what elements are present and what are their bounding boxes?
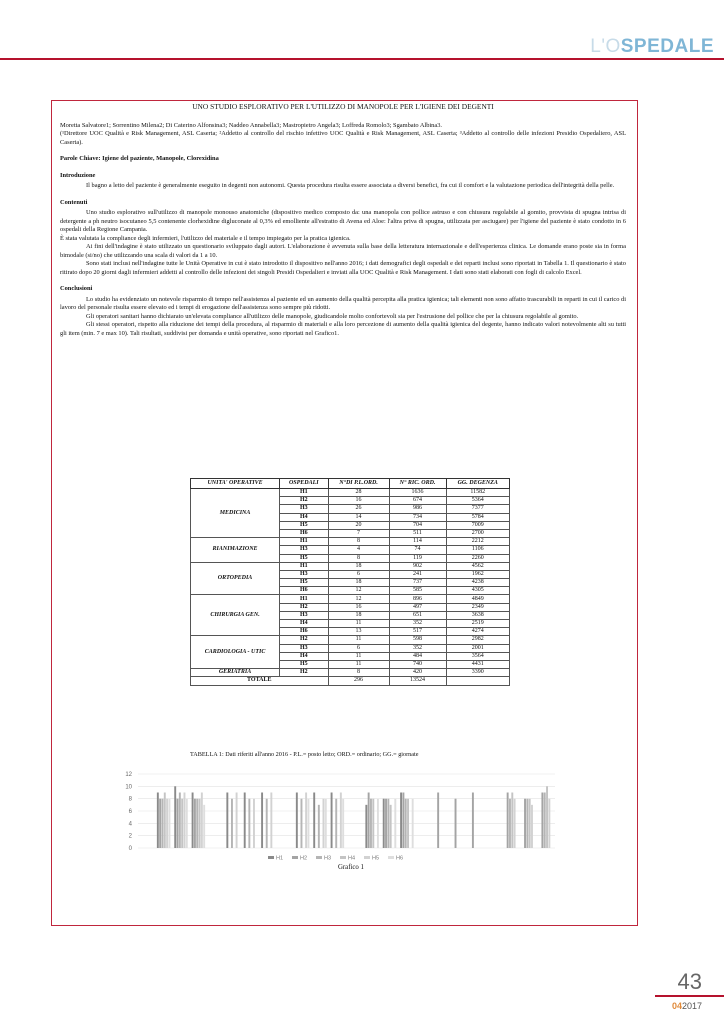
value-cell: 902 — [389, 562, 446, 570]
bar — [370, 799, 372, 848]
unit-cell: CARDIOLOGIA - UTIC — [191, 636, 280, 669]
value-cell: 11 — [328, 660, 389, 668]
header-cell: OSPEDALI — [280, 479, 328, 489]
chart-title: Grafico 1 — [338, 864, 364, 871]
bar — [296, 793, 298, 849]
total-ric: 13524 — [389, 677, 446, 685]
bar — [231, 799, 233, 848]
value-cell: 2982 — [446, 636, 509, 644]
keywords: Parole Chiave: Igiene del paziente, Manopole, Clorexidina — [60, 155, 219, 162]
bar — [390, 805, 392, 848]
value-cell: 74 — [389, 546, 446, 554]
legend-label: H5 — [372, 855, 380, 862]
table-caption: TABELLA 1: Dati riferiti all'anno 2016 - P.L.= posto letto; ORD.= ordinario; GG.= giornate — [190, 751, 419, 758]
bar — [405, 799, 407, 848]
article-title: UNO STUDIO ESPLORATIVO PER L'UTILIZZO DI MANOPOLE PER L'IGIENE DEI DEGENTI — [192, 102, 494, 111]
y-tick-label: 10 — [125, 784, 132, 791]
bar — [548, 799, 550, 848]
table-row — [191, 669, 510, 677]
value-cell: 3390 — [446, 669, 509, 677]
value-cell: 896 — [389, 595, 446, 603]
value-cell: 1962 — [446, 570, 509, 578]
hospital-cell: H5 — [280, 579, 328, 587]
content-paragraph: Ai fini dell'indagine è stato utilizzato un questionario sviluppato dagli autori. L'elaborazione è avvenuta sulla base della letteratura internazionale e dell'esperienza clinica. Le domande erano poste sia in forma bimodale (si/no) che utilizzando una scala di valori da 1 a 10. — [60, 243, 626, 259]
value-cell: 1106 — [446, 546, 509, 554]
header-cell: N° RIC. ORD. — [389, 479, 446, 489]
bar — [226, 793, 228, 849]
value-cell: 26 — [328, 505, 389, 513]
value-cell: 12 — [328, 595, 389, 603]
bar — [331, 793, 333, 849]
bar — [365, 805, 367, 848]
value-cell: 651 — [389, 611, 446, 619]
value-cell: 2700 — [446, 529, 509, 537]
legend-swatch — [388, 856, 394, 859]
bar — [511, 793, 513, 849]
value-cell: 4562 — [446, 562, 509, 570]
bar — [377, 799, 379, 848]
value-cell: 14 — [328, 513, 389, 521]
value-cell: 1636 — [389, 489, 446, 497]
bar — [541, 793, 543, 849]
hospital-cell: H6 — [280, 529, 328, 537]
intro-paragraph: Il bagno a letto del paziente è generalmente eseguito in degenti non autonomi. Questa procedura risulta essere associata a diversi benefici, fra cui il comfort e la valutazione periodica dell'integrità della pelle. — [86, 182, 615, 189]
value-cell: 8 — [328, 669, 389, 677]
value-cell: 12 — [328, 587, 389, 595]
hospital-cell: H4 — [280, 620, 328, 628]
legend-swatch — [292, 856, 298, 859]
bar — [509, 799, 511, 848]
logo: L'OSPEDALE — [590, 36, 714, 57]
content-paragraph: Uno studio esplorativo sull'utilizzo di manopole monouso anatomiche (dispositivo medico composto da: una manopola con pollice astruso e con chiusura regolabile al gomito, provvista di spugna intrisa di detergente a ph neutro isocutaneo 5,5 contenente clorhexidine digluconate al 0,3% ed emolliente all'estratto di Avena ed Aloe: l'altra priva di spugna, utilizzata per asciugare) per l'igiene del paziente è stato condotto in 6 ospedali della Regione Campania. — [60, 209, 626, 233]
legend-swatch — [316, 856, 322, 859]
value-cell: 352 — [389, 644, 446, 652]
value-cell: 18 — [328, 611, 389, 619]
bar — [531, 805, 533, 848]
hospital-cell: H3 — [280, 570, 328, 578]
conclusion-paragraph: Gli stessi operatori, rispetto alla riduzione dei tempi della procedura, al risparmio di materiali e alla loro percezione di aumento della qualità igienica del degente, hanno indicato valori notevolmente alti su tutti gli item (min. 7 e max 10). Tali risultati, suddivisi per domanda e unità operative, sono riportati nel Grafico1. — [60, 321, 626, 337]
bar — [323, 799, 325, 848]
value-cell: 740 — [389, 660, 446, 668]
bar — [335, 799, 337, 848]
value-cell: 11582 — [446, 489, 509, 497]
section-heading-conclusions: Conclusioni — [60, 285, 93, 292]
header-cell: N°DI P.L.ORD. — [328, 479, 389, 489]
total-label: TOTALE — [191, 677, 329, 685]
hospital-cell: H3 — [280, 505, 328, 513]
legend-label: H1 — [276, 855, 284, 862]
legend-label: H2 — [300, 855, 308, 862]
bar — [342, 799, 344, 848]
value-cell: 4849 — [446, 595, 509, 603]
hospital-cell: H4 — [280, 513, 328, 521]
bar — [199, 799, 201, 848]
table-row — [191, 595, 510, 603]
bar-chart — [100, 770, 560, 862]
value-cell: 119 — [389, 554, 446, 562]
bar — [394, 799, 396, 848]
bar — [544, 793, 546, 849]
bar — [340, 793, 342, 849]
value-cell: 4274 — [446, 628, 509, 636]
value-cell: 3564 — [446, 652, 509, 660]
value-cell: 8 — [328, 554, 389, 562]
bar — [313, 793, 315, 849]
value-cell: 674 — [389, 497, 446, 505]
y-tick-label: 6 — [128, 809, 132, 815]
value-cell: 114 — [389, 538, 446, 546]
value-cell: 7377 — [446, 505, 509, 513]
value-cell: 517 — [389, 628, 446, 636]
bar — [526, 799, 528, 848]
table-row — [191, 562, 510, 570]
bar — [412, 799, 414, 848]
unit-cell: CHIRURGIA GEN. — [191, 595, 280, 636]
bar — [253, 799, 255, 848]
bar — [166, 799, 168, 848]
hospital-cell: H3 — [280, 611, 328, 619]
value-cell: 11 — [328, 620, 389, 628]
bar — [307, 799, 309, 848]
bar — [402, 793, 404, 849]
y-tick-label: 12 — [125, 772, 132, 778]
unit-cell: RIANIMAZIONE — [191, 538, 280, 563]
unit-cell: GERIATRIA — [191, 669, 280, 677]
bar — [372, 799, 374, 848]
value-cell: 3638 — [446, 611, 509, 619]
data-table — [190, 478, 510, 686]
bar — [174, 786, 176, 848]
article-body — [60, 103, 626, 338]
value-cell: 4238 — [446, 579, 509, 587]
hospital-cell: H5 — [280, 521, 328, 529]
total-row — [191, 677, 510, 685]
legend-swatch — [364, 856, 370, 859]
page-number: 43 — [677, 969, 702, 994]
bar — [179, 793, 181, 849]
bar — [383, 799, 385, 848]
table-row — [191, 538, 510, 546]
bar — [157, 793, 159, 849]
bar — [266, 799, 268, 848]
value-cell: 6 — [328, 644, 389, 652]
legend-swatch — [340, 856, 346, 859]
value-cell: 420 — [389, 669, 446, 677]
value-cell: 4431 — [446, 660, 509, 668]
legend-label: H4 — [348, 855, 356, 862]
value-cell: 598 — [389, 636, 446, 644]
hospital-cell: H2 — [280, 603, 328, 611]
hospital-cell: H6 — [280, 628, 328, 636]
value-cell: 2349 — [446, 603, 509, 611]
bar — [196, 799, 198, 848]
bar — [184, 793, 186, 849]
value-cell: 484 — [389, 652, 446, 660]
value-cell: 5784 — [446, 513, 509, 521]
bar — [400, 793, 402, 849]
bar — [325, 799, 327, 848]
unit-cell: ORTOPEDIA — [191, 562, 280, 595]
bar — [437, 793, 439, 849]
section-heading-content: Contenuti — [60, 198, 88, 206]
total-pl: 296 — [328, 677, 389, 685]
value-cell: 6 — [328, 570, 389, 578]
value-cell: 704 — [389, 521, 446, 529]
value-cell: 585 — [389, 587, 446, 595]
bar — [244, 793, 246, 849]
total-gg — [446, 677, 509, 685]
value-cell: 2260 — [446, 554, 509, 562]
bar — [194, 799, 196, 848]
bar — [385, 799, 387, 848]
y-tick-label: 2 — [128, 833, 132, 840]
legend-label: H6 — [396, 855, 404, 862]
value-cell: 241 — [389, 570, 446, 578]
value-cell: 2519 — [446, 620, 509, 628]
value-cell: 28 — [328, 489, 389, 497]
legend-label: H3 — [324, 855, 332, 862]
conclusion-paragraph: Lo studio ha evidenziato un notevole risparmio di tempo nell'assistenza al paziente ed un aumento della qualità percepita alla pratica igienica; tali elementi non sono affatto trascurabili in reparti in cui il carico di lavoro del personale risulta essere elevato ed i tempi di erogazione dell'assistenza sono sempre più ridotti. — [60, 295, 626, 311]
conclusion-paragraph: Gli operatori sanitari hanno dichiarato un'elevata compliance all'utilizzo delle manopole, giudicandole molto confortevoli sia per l'estrusione del pollice che per la chiusura regolabile al gomito. — [86, 312, 579, 320]
table-header-row — [191, 479, 510, 489]
bar — [186, 799, 188, 848]
value-cell: 5364 — [446, 497, 509, 505]
value-cell: 7009 — [446, 521, 509, 529]
footer-rule — [655, 995, 724, 997]
bar — [164, 793, 166, 849]
value-cell: 4305 — [446, 587, 509, 595]
bar — [305, 793, 307, 849]
value-cell: 18 — [328, 562, 389, 570]
bar — [181, 799, 183, 848]
bar — [192, 793, 194, 849]
value-cell: 2212 — [446, 538, 509, 546]
hospital-cell: H5 — [280, 554, 328, 562]
bar — [407, 799, 409, 848]
bar — [546, 786, 548, 848]
bar — [368, 793, 370, 849]
value-cell: 8 — [328, 538, 389, 546]
value-cell: 18 — [328, 579, 389, 587]
bar — [387, 799, 389, 848]
bar — [472, 793, 474, 849]
bar — [270, 793, 272, 849]
bar — [529, 799, 531, 848]
value-cell: 11 — [328, 636, 389, 644]
y-tick-label: 8 — [128, 796, 132, 803]
bar — [203, 805, 205, 848]
hospital-cell: H4 — [280, 652, 328, 660]
value-cell: 734 — [389, 513, 446, 521]
bar — [524, 799, 526, 848]
hospital-cell: H1 — [280, 489, 328, 497]
bar — [159, 799, 161, 848]
hospital-cell: H2 — [280, 669, 328, 677]
bar — [507, 793, 509, 849]
y-tick-label: 4 — [128, 821, 132, 828]
bar — [248, 799, 250, 848]
hospital-cell: H3 — [280, 546, 328, 554]
section-heading-intro: Introduzione — [60, 171, 96, 179]
bar — [177, 799, 179, 848]
value-cell: 511 — [389, 529, 446, 537]
table-row — [191, 489, 510, 497]
authors: Moretta Salvatore1; Sorrentino Milena2; Di Caterino Alfonsina3; Naddeo Annabella3; Mastropietro Angela3; Loffreda Romolo3; Sgambato Albina3. — [60, 121, 443, 129]
bar — [201, 793, 203, 849]
bar — [514, 799, 516, 848]
bar — [168, 799, 170, 848]
content-paragraph: Sono stati inclusi nell'indagine tutte le Unità Operative in cui è stato introdotto il dispositivo nell'anno 2016; i dati demografici degli ospedali e dei reparti inclusi sono riportati in Tabella 1. Il questionario è stato ritirato dopo 20 giorni dagli infermieri addetti al controllo delle infezioni dei singoli Presidi Ospedalieri e inviati alla UOC Qualità e Risk Management. I dati sono stati elaborati con fogli di calcolo Excel. — [60, 260, 626, 276]
bar — [455, 799, 457, 848]
bar — [301, 799, 303, 848]
bar — [162, 799, 164, 848]
legend-swatch — [268, 856, 274, 859]
header-cell: GG. DEGENZA — [446, 479, 509, 489]
bar — [236, 793, 238, 849]
value-cell: 20 — [328, 521, 389, 529]
y-tick-label: 0 — [128, 846, 132, 852]
value-cell: 497 — [389, 603, 446, 611]
table-row — [191, 636, 510, 644]
value-cell: 2001 — [446, 644, 509, 652]
value-cell: 11 — [328, 652, 389, 660]
hospital-cell: H3 — [280, 644, 328, 652]
header-cell: UNITA' OPERATIVE — [191, 479, 280, 489]
value-cell: 16 — [328, 497, 389, 505]
unit-cell: MEDICINA — [191, 489, 280, 538]
value-cell: 737 — [389, 579, 446, 587]
value-cell: 4 — [328, 546, 389, 554]
issue-label: 042017 — [671, 1001, 702, 1011]
affiliations: (¹Direttore UOC Qualità e Risk Management, ASL Caserta; ²Addetto al controllo del rischio infettivo UOC Qualità e Risk Management, ASL Caserta; ³Addetto al controllo delle infezioni Presidio Ospedaliero, ASL Caserta). — [60, 130, 626, 146]
hospital-cell: H2 — [280, 497, 328, 505]
value-cell: 7 — [328, 529, 389, 537]
header-rule — [0, 58, 724, 60]
value-cell: 13 — [328, 628, 389, 636]
bar — [318, 805, 320, 848]
content-paragraph: È stata valutata la compliance degli infermieri, l'utilizzo del materiale e il tempo impiegato per la pratica igienica. — [60, 234, 351, 242]
hospital-cell: H1 — [280, 538, 328, 546]
hospital-cell: H1 — [280, 562, 328, 570]
value-cell: 16 — [328, 603, 389, 611]
hospital-cell: H1 — [280, 595, 328, 603]
bar — [261, 793, 263, 849]
hospital-cell: H6 — [280, 587, 328, 595]
hospital-cell: H5 — [280, 660, 328, 668]
value-cell: 986 — [389, 505, 446, 513]
value-cell: 352 — [389, 620, 446, 628]
hospital-cell: H2 — [280, 636, 328, 644]
